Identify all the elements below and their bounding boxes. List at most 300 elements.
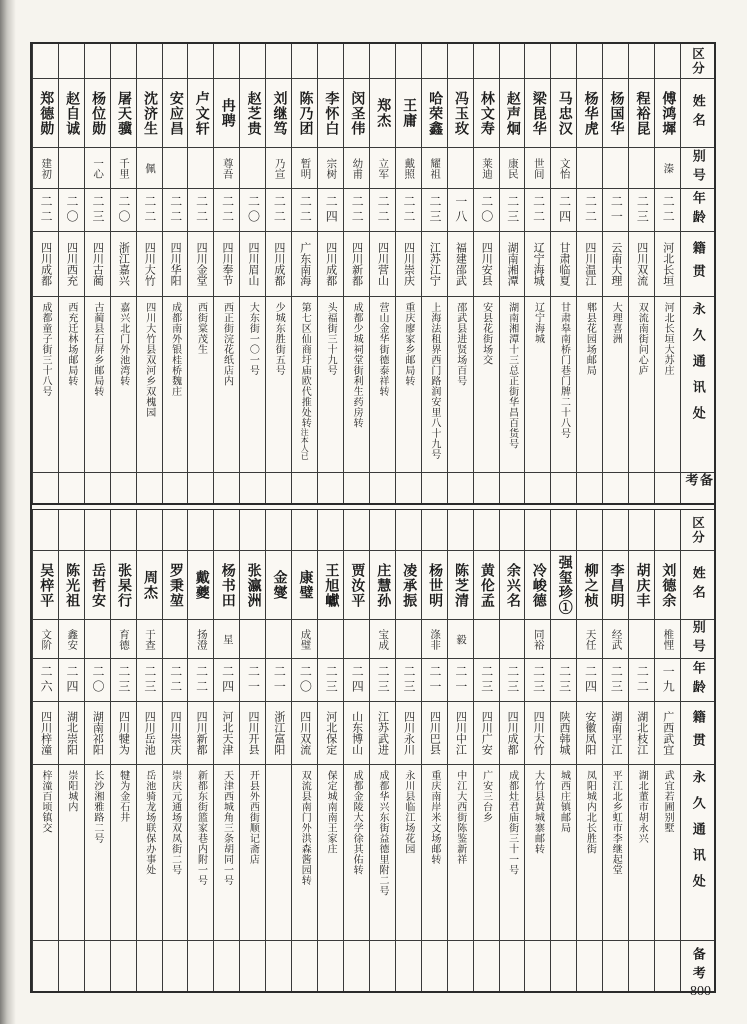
division-cell — [474, 510, 499, 550]
notes-cell — [370, 940, 395, 991]
alias-cell: 暂明 — [292, 147, 317, 188]
address-cell: 少城东胜街五号 — [266, 296, 291, 472]
division-cell — [370, 510, 395, 550]
address-cell — [266, 764, 291, 940]
name-cell: 沈济生 — [137, 78, 162, 147]
native-place-cell: 四川广安 — [474, 701, 499, 764]
notes-cell — [422, 472, 447, 503]
address-cell: 成都童子街三十八号 — [33, 296, 58, 472]
alias-cell: 一心 — [85, 147, 110, 188]
age-cell: 一九 — [655, 658, 680, 701]
address-cell: 大东街一〇一号 — [240, 296, 265, 472]
person-column — [136, 44, 162, 503]
person-column — [84, 510, 110, 991]
native-place-cell: 四川成都 — [500, 701, 525, 764]
age-cell: 二〇 — [85, 658, 110, 701]
header-name: 姓名 — [681, 550, 714, 619]
header-name: 姓名 — [681, 78, 714, 147]
division-cell — [240, 510, 265, 550]
division-cell — [344, 510, 369, 550]
division-cell — [33, 44, 58, 78]
division-cell — [448, 510, 473, 550]
header-notes: 备考 — [681, 472, 714, 503]
name-cell: 杨国华 — [603, 78, 628, 147]
name-cell: 余兴名 — [500, 550, 525, 619]
division-cell — [422, 510, 447, 550]
name-cell: 胡庆丰 — [629, 550, 654, 619]
age-cell: 二二 — [370, 188, 395, 231]
native-place-cell: 四川眉山 — [240, 231, 265, 296]
notes-cell — [551, 940, 576, 991]
division-cell — [603, 44, 628, 78]
division-cell — [240, 44, 265, 78]
name-cell: 张杲行 — [111, 550, 136, 619]
address-cell: 辽宁海城 — [525, 296, 550, 472]
native-place-cell: 四川西充 — [59, 231, 84, 296]
person-column — [602, 44, 628, 503]
age-cell: 二四 — [59, 658, 84, 701]
notes-cell — [318, 940, 343, 991]
division-cell — [603, 510, 628, 550]
address-cell: 河北长垣大苏庄 — [655, 296, 680, 472]
person-column — [628, 44, 654, 503]
name-cell: 李怀白 — [318, 78, 343, 147]
address-cell: 凤阳城内北长胜街 — [577, 764, 602, 940]
notes-cell — [163, 472, 188, 503]
address-cell: 邵武县进贤场百号 — [448, 296, 473, 472]
scan-gutter-shadow — [0, 0, 16, 1024]
notes-cell — [344, 940, 369, 991]
alias-cell — [85, 619, 110, 658]
division-cell — [500, 44, 525, 78]
native-place-cell: 湖南祁阳 — [85, 701, 110, 764]
alias-cell: 天任 — [577, 619, 602, 658]
address-cell: 安县花街场交 — [474, 296, 499, 472]
age-cell: 二〇 — [59, 188, 84, 231]
address-cell: 崇阳城内 — [59, 764, 84, 940]
alias-cell: 幼甫 — [344, 147, 369, 188]
division-cell — [318, 510, 343, 550]
person-column — [239, 44, 265, 503]
alias-cell: 扬澄 — [188, 619, 213, 658]
alias-cell: 乃宣 — [266, 147, 291, 188]
address-cell: 嘉兴北门外池湾转 — [111, 296, 136, 472]
division-cell — [448, 44, 473, 78]
alias-cell — [629, 619, 654, 658]
alias-cell: 成璧 — [292, 619, 317, 658]
age-cell: 二三 — [474, 658, 499, 701]
header-alias: 别号 — [681, 619, 714, 658]
person-column — [550, 44, 576, 503]
alias-cell: 莱迪 — [474, 147, 499, 188]
name-cell: 王庸 — [396, 78, 421, 147]
page-number: 800 — [690, 984, 711, 999]
person-column — [110, 510, 136, 991]
division-cell — [85, 44, 110, 78]
name-cell: 冷峻德 — [525, 550, 550, 619]
person-column — [162, 510, 188, 991]
name-cell: 柳之桢 — [577, 550, 602, 619]
alias-cell: 宗树 — [318, 147, 343, 188]
age-cell: 二一 — [448, 658, 473, 701]
person-column — [447, 44, 473, 503]
person-column — [265, 44, 291, 503]
age-cell: 二二 — [214, 188, 239, 231]
notes-cell — [396, 940, 421, 991]
notes-cell — [33, 940, 58, 991]
division-cell — [111, 510, 136, 550]
name-cell: 马忠汉 — [551, 78, 576, 147]
native-place-cell: 四川成都 — [33, 231, 58, 296]
native-place-cell: 四川岳池 — [137, 701, 162, 764]
notes-cell — [370, 472, 395, 503]
alias-cell — [577, 147, 602, 188]
age-cell: 二二 — [577, 188, 602, 231]
person-column — [343, 44, 369, 503]
person-column — [395, 510, 421, 991]
native-place-cell: 浙江嘉兴 — [111, 231, 136, 296]
age-cell: 二三 — [85, 188, 110, 231]
age-cell: 二二 — [655, 188, 680, 231]
alias-cell: 毅 — [448, 619, 473, 658]
age-cell: 二三 — [551, 658, 576, 701]
address-cell: 甘肃皋南桥门巷门牌二十八号 — [551, 296, 576, 472]
address-cell: 成都华兴东街益德里附二号 — [370, 764, 395, 940]
age-cell: 二四 — [318, 188, 343, 231]
alias-cell: 涤非 — [422, 619, 447, 658]
person-column — [32, 44, 58, 503]
division-cell — [214, 44, 239, 78]
person-column — [654, 510, 680, 991]
notes-cell — [448, 940, 473, 991]
native-place-cell: 四川永川 — [396, 701, 421, 764]
alias-cell: 建初 — [33, 147, 58, 188]
address-cell: 城西庄镇邮局 — [551, 764, 576, 940]
native-place-cell: 湖北枝江 — [629, 701, 654, 764]
person-column — [136, 510, 162, 991]
native-place-cell: 甘肃临夏 — [551, 231, 576, 296]
division-cell — [111, 44, 136, 78]
person-column — [291, 510, 317, 991]
alias-cell: 鑫安 — [59, 619, 84, 658]
age-cell: 二三 — [525, 658, 550, 701]
name-cell: 郑德勋 — [33, 78, 58, 147]
person-column — [447, 510, 473, 991]
alias-cell: 康民 — [500, 147, 525, 188]
person-column — [576, 44, 602, 503]
alias-cell — [163, 147, 188, 188]
notes-cell — [292, 940, 317, 991]
notes-cell — [551, 472, 576, 503]
notes-cell — [137, 472, 162, 503]
address-cell: 四川大竹县双河乡双槐园 — [137, 296, 162, 472]
age-cell: 二三 — [370, 658, 395, 701]
alias-cell — [629, 147, 654, 188]
person-column — [654, 44, 680, 503]
name-cell: 强玺珍① — [551, 550, 576, 619]
person-column — [213, 510, 239, 991]
notes-cell — [59, 472, 84, 503]
division-cell — [163, 510, 188, 550]
person-column — [499, 44, 525, 503]
address-cell: 成都南外银桂桥魏庄 — [163, 296, 188, 472]
name-cell: 杨华虎 — [577, 78, 602, 147]
alias-cell: 文怡 — [551, 147, 576, 188]
name-cell: 刘德余 — [655, 550, 680, 619]
name-cell: 郑杰 — [370, 78, 395, 147]
age-cell: 二二 — [163, 188, 188, 231]
division-cell — [137, 44, 162, 78]
native-place-cell: 四川奉节 — [214, 231, 239, 296]
division-cell — [344, 44, 369, 78]
notes-cell — [188, 472, 213, 503]
notes-cell — [240, 940, 265, 991]
native-place-cell: 广西武宜 — [655, 701, 680, 764]
header-age: 年龄 — [681, 188, 714, 231]
division-cell — [525, 44, 550, 78]
name-cell: 贾汝平 — [344, 550, 369, 619]
person-column — [317, 510, 343, 991]
name-cell: 陈光祖 — [59, 550, 84, 619]
name-cell: 卢文轩 — [188, 78, 213, 147]
division-cell — [655, 44, 680, 78]
alias-cell — [396, 619, 421, 658]
notes-cell — [85, 940, 110, 991]
person-column — [499, 510, 525, 991]
person-column — [187, 44, 213, 503]
directory-sheet — [30, 42, 716, 993]
address-cell: 古蔺县石屏乡邮局转 — [85, 296, 110, 472]
person-column — [187, 510, 213, 991]
age-cell: 二一 — [266, 658, 291, 701]
age-cell: 二三 — [396, 658, 421, 701]
name-cell: 周杰 — [137, 550, 162, 619]
division-cell — [292, 510, 317, 550]
person-column — [162, 44, 188, 503]
name-cell: 凌承振 — [396, 550, 421, 619]
person-column — [213, 44, 239, 503]
person-column — [602, 510, 628, 991]
person-column — [369, 510, 395, 991]
person-column — [32, 510, 58, 991]
alias-cell: 育德 — [111, 619, 136, 658]
person-column — [317, 44, 343, 503]
person-column — [58, 44, 84, 503]
person-column — [239, 510, 265, 991]
address-cell: 长沙湘雅路二号 — [85, 764, 110, 940]
name-cell: 刘继笃 — [266, 78, 291, 147]
notes-cell — [188, 940, 213, 991]
age-cell: 二二 — [396, 188, 421, 231]
address-cell: 梓潼百顷镇交 — [33, 764, 58, 940]
header-age: 年龄 — [681, 658, 714, 701]
age-cell: 二〇 — [111, 188, 136, 231]
notes-cell — [33, 472, 58, 503]
age-cell: 二二 — [344, 188, 369, 231]
age-cell: 二三 — [629, 188, 654, 231]
notes-cell — [655, 472, 680, 503]
native-place-cell: 辽宁海城 — [525, 231, 550, 296]
notes-cell — [577, 472, 602, 503]
age-cell: 二三 — [500, 658, 525, 701]
native-place-cell: 四川崇庆 — [163, 701, 188, 764]
division-cell — [422, 44, 447, 78]
notes-cell — [240, 472, 265, 503]
alias-cell: 耀祖 — [422, 147, 447, 188]
person-column — [84, 44, 110, 503]
division-cell — [577, 510, 602, 550]
age-cell: 二三 — [318, 658, 343, 701]
native-place-cell: 云南大理 — [603, 231, 628, 296]
address-cell: 中江大西街陈鉴新祥 — [448, 764, 473, 940]
alias-cell — [266, 619, 291, 658]
alias-cell: 星 — [214, 619, 239, 658]
division-cell — [292, 44, 317, 78]
address-cell: 第七区仙商圩庙欧代推处转注本人已 — [292, 296, 317, 472]
alias-cell: 宝成 — [370, 619, 395, 658]
age-cell: 二三 — [500, 188, 525, 231]
address-cell: 营山金华街德泰祥转 — [370, 296, 395, 472]
age-cell: 一八 — [448, 188, 473, 231]
notes-cell — [603, 940, 628, 991]
alias-cell — [344, 619, 369, 658]
notes-cell — [525, 472, 550, 503]
native-place-cell: 四川新都 — [188, 701, 213, 764]
alias-cell: 于查 — [137, 619, 162, 658]
alias-cell — [240, 147, 265, 188]
native-place-cell: 四川开县 — [240, 701, 265, 764]
name-cell: 罗秉堃 — [163, 550, 188, 619]
address-cell: 双流南街问心庐 — [629, 296, 654, 472]
age-cell: 二三 — [137, 658, 162, 701]
name-cell: 程裕昆 — [629, 78, 654, 147]
age-cell: 二四 — [577, 658, 602, 701]
notes-cell — [448, 472, 473, 503]
division-cell — [551, 510, 576, 550]
name-cell: 林文寿 — [474, 78, 499, 147]
native-place-cell: 四川大竹 — [525, 701, 550, 764]
address-cell: 保定城南南王家庄 — [318, 764, 343, 940]
native-place-cell: 四川古蔺 — [85, 231, 110, 296]
native-place-cell: 四川犍为 — [111, 701, 136, 764]
age-cell: 二四 — [214, 658, 239, 701]
age-cell: 二二 — [188, 658, 213, 701]
person-column — [524, 44, 550, 503]
name-cell: 哈荣鑫 — [422, 78, 447, 147]
address-cell: 双流县南门外洪森酱园转 — [292, 764, 317, 940]
notes-cell — [474, 940, 499, 991]
address-cell: 岳池骑龙场联保办事处 — [137, 764, 162, 940]
address-cell: 重庆南岸米文场邮转 — [422, 764, 447, 940]
age-cell: 二三 — [603, 658, 628, 701]
division-cell — [396, 44, 421, 78]
native-place-cell: 四川梓潼 — [33, 701, 58, 764]
name-cell: 杨书田 — [214, 550, 239, 619]
native-place-cell: 江苏江宁 — [422, 231, 447, 296]
header-division: 区分 — [681, 44, 714, 78]
alias-cell — [500, 619, 525, 658]
table-separator — [32, 503, 714, 510]
native-place-cell: 四川华阳 — [163, 231, 188, 296]
age-cell: 二一 — [240, 658, 265, 701]
age-cell: 二四 — [344, 658, 369, 701]
header-alias: 别号 — [681, 147, 714, 188]
notes-cell — [266, 940, 291, 991]
alias-cell: 戴照 — [396, 147, 421, 188]
person-column — [291, 44, 317, 503]
notes-cell — [111, 472, 136, 503]
division-cell — [577, 44, 602, 78]
address-cell: 广安三台乡 — [474, 764, 499, 940]
division-cell — [59, 44, 84, 78]
address-cell: 天津西城角三条胡同一号 — [214, 764, 239, 940]
age-cell: 二一 — [603, 188, 628, 231]
address-cell: 头福街三十九号 — [318, 296, 343, 472]
name-cell: 梁昆华 — [525, 78, 550, 147]
address-cell: 永川县临江场花园 — [396, 764, 421, 940]
address-cell: 大理喜洲 — [603, 296, 628, 472]
notes-cell — [214, 472, 239, 503]
name-cell: 陈芝清 — [448, 550, 473, 619]
name-cell: 杨世明 — [422, 550, 447, 619]
age-cell: 二二 — [266, 188, 291, 231]
notes-cell — [474, 472, 499, 503]
person-column — [524, 510, 550, 991]
alias-cell: 尊吾 — [214, 147, 239, 188]
notes-cell — [603, 472, 628, 503]
native-place-cell: 河北长垣 — [655, 231, 680, 296]
alias-cell — [240, 619, 265, 658]
person-column — [265, 510, 291, 991]
age-cell: 二〇 — [240, 188, 265, 231]
age-cell: 二一 — [422, 658, 447, 701]
division-cell — [137, 510, 162, 550]
alias-cell: 千里 — [111, 147, 136, 188]
native-place-cell: 四川新都 — [344, 231, 369, 296]
division-cell — [59, 510, 84, 550]
name-cell: 金燮 — [266, 550, 291, 619]
notes-cell — [137, 940, 162, 991]
age-cell: 二〇 — [292, 658, 317, 701]
person-column — [473, 510, 499, 991]
division-cell — [188, 44, 213, 78]
age-cell: 二六 — [33, 658, 58, 701]
person-column — [421, 510, 447, 991]
division-cell — [266, 510, 291, 550]
division-cell — [629, 44, 654, 78]
directory-table-bottom — [32, 510, 714, 991]
alias-cell: 文阶 — [33, 619, 58, 658]
person-column — [473, 44, 499, 503]
age-cell: 二二 — [137, 188, 162, 231]
alias-cell — [603, 147, 628, 188]
division-cell — [629, 510, 654, 550]
alias-cell: 经武 — [603, 619, 628, 658]
address-cell: 湖南湘潭十三总正街华昌百货号 — [500, 296, 525, 472]
age-cell: 二二 — [163, 658, 188, 701]
division-cell — [525, 510, 550, 550]
person-column — [369, 44, 395, 503]
alias-cell — [448, 147, 473, 188]
division-cell — [370, 44, 395, 78]
address-cell: 犍为金石井 — [111, 764, 136, 940]
address-cell: 成都灶君庙街三十一号 — [500, 764, 525, 940]
native-place-cell: 陕西韩城 — [551, 701, 576, 764]
alias-cell — [551, 619, 576, 658]
notes-cell — [396, 472, 421, 503]
division-cell — [163, 44, 188, 78]
age-cell: 二二 — [629, 658, 654, 701]
